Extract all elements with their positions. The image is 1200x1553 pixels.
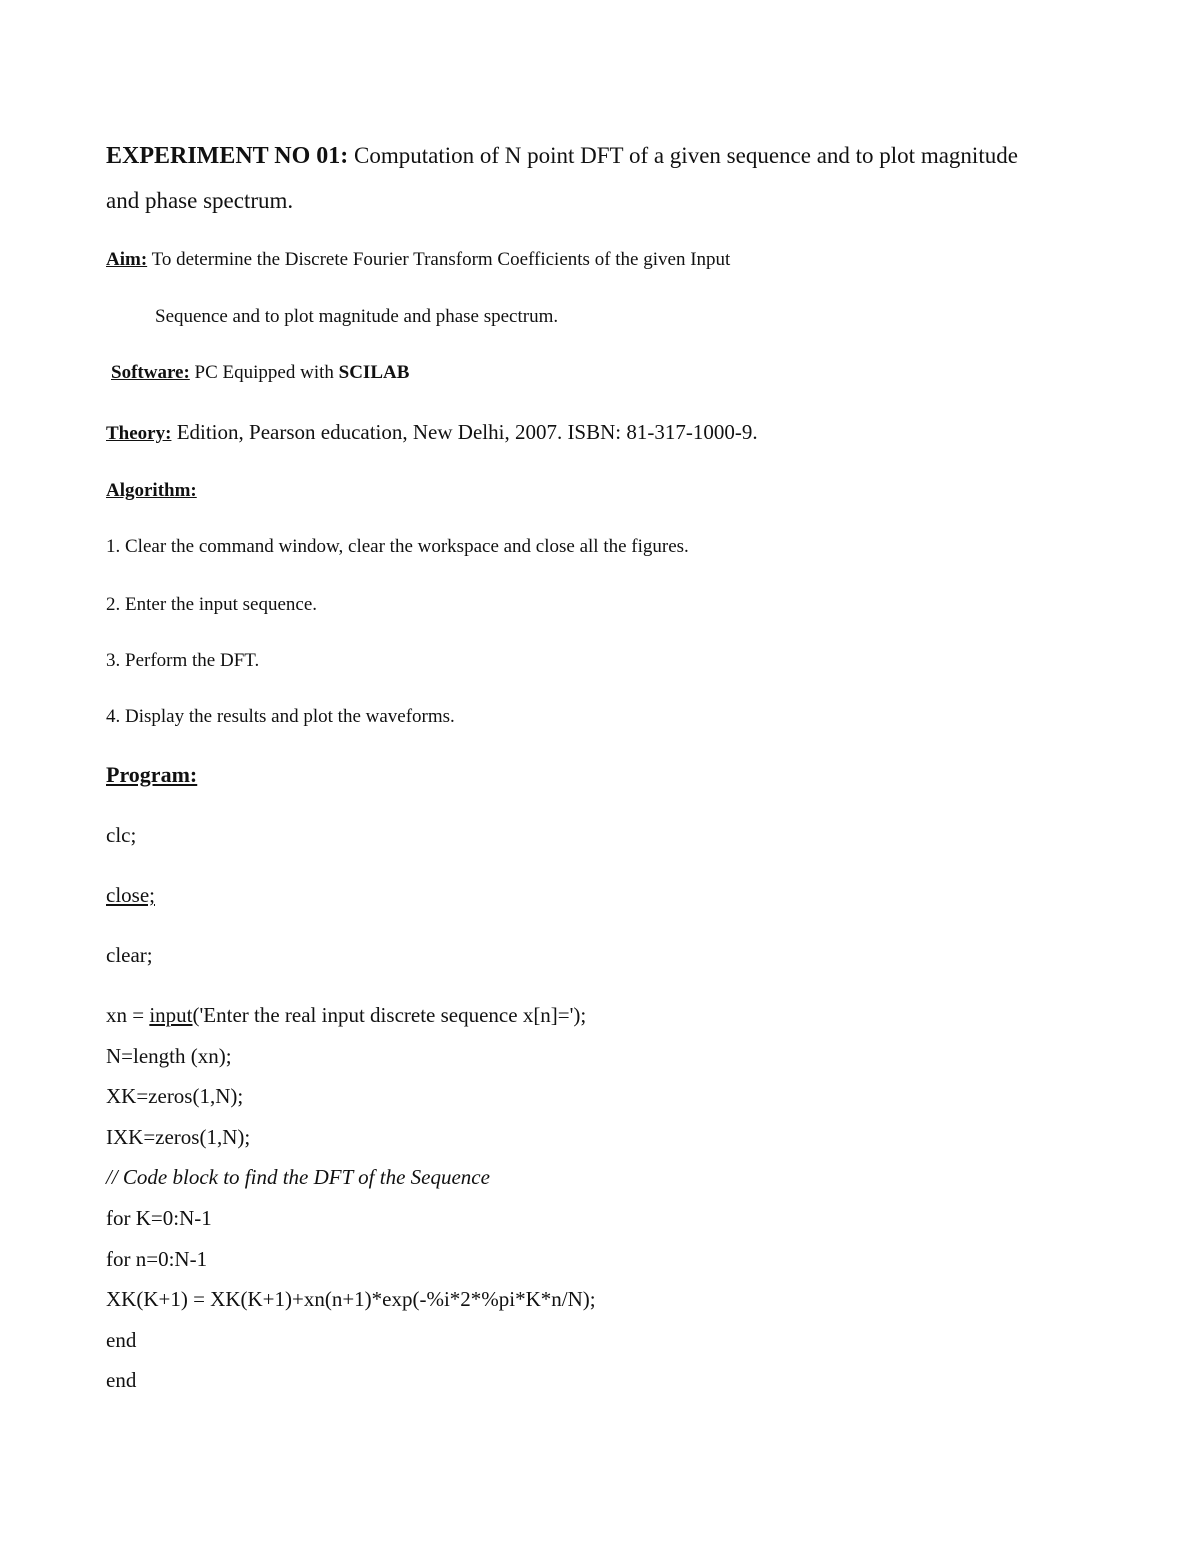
code-clear: clear; [106, 943, 153, 967]
code-input-function: input [149, 1003, 193, 1027]
theory-label: Theory: [106, 423, 172, 444]
algorithm-step-1: 1. Clear the command window, clear the workspace and close all the figures. [106, 536, 689, 557]
code-clc: clc; [106, 823, 137, 847]
software-label: Software: [111, 362, 190, 383]
code-close: close; [106, 883, 155, 907]
theory-text: Edition, Pearson education, New Delhi, 2007. ISBN: 81-317-1000-9. [171, 420, 758, 444]
code-end-line-2: end [106, 1368, 137, 1392]
code-xk-zeros-line: XK=zeros(1,N); [106, 1084, 244, 1108]
algorithm-step-3: 3. Perform the DFT. [106, 650, 260, 671]
code-input-prefix: xn = [106, 1003, 150, 1027]
aim-line-2: Sequence and to plot magnitude and phase spectrum. [155, 306, 559, 327]
experiment-title-line-2: and phase spectrum. [106, 188, 294, 213]
experiment-title-line-1 [106, 143, 1018, 170]
theory-line [106, 420, 758, 445]
aim-line-1 [106, 249, 730, 271]
algorithm-step-2: 2. Enter the input sequence. [106, 594, 318, 615]
software-name: SCILAB [338, 362, 410, 383]
aim-label: Aim: [106, 249, 148, 270]
software-line [111, 362, 409, 384]
algorithm-step-4: 4. Display the results and plot the waveforms. [106, 706, 455, 727]
experiment-number: EXPERIMENT NO 01: [106, 143, 349, 169]
code-for-k-line: for K=0:N-1 [106, 1206, 212, 1230]
code-end-line-1: end [106, 1328, 137, 1352]
code-length-line: N=length (xn); [106, 1044, 232, 1068]
code-xk-update-line: XK(K+1) = XK(K+1)+xn(n+1)*exp(-%i*2*%pi*K*n/N); [106, 1287, 596, 1311]
program-heading: Program: [106, 762, 198, 787]
code-comment-line: // Code block to find the DFT of the Sequence [106, 1165, 490, 1189]
aim-text: To determine the Discrete Fourier Transform Coefficients of the given Input [147, 249, 731, 270]
software-text: PC Equipped with [189, 362, 339, 383]
code-for-n-line: for n=0:N-1 [106, 1247, 208, 1271]
code-input-line [106, 1003, 586, 1028]
code-ixk-zeros-line: IXK=zeros(1,N); [106, 1125, 251, 1149]
algorithm-label: Algorithm: [106, 480, 197, 501]
experiment-title-text: Computation of N point DFT of a given sequence and to plot magnitude [348, 143, 1018, 168]
code-input-rest: ('Enter the real input discrete sequence x[n]='); [192, 1003, 587, 1027]
